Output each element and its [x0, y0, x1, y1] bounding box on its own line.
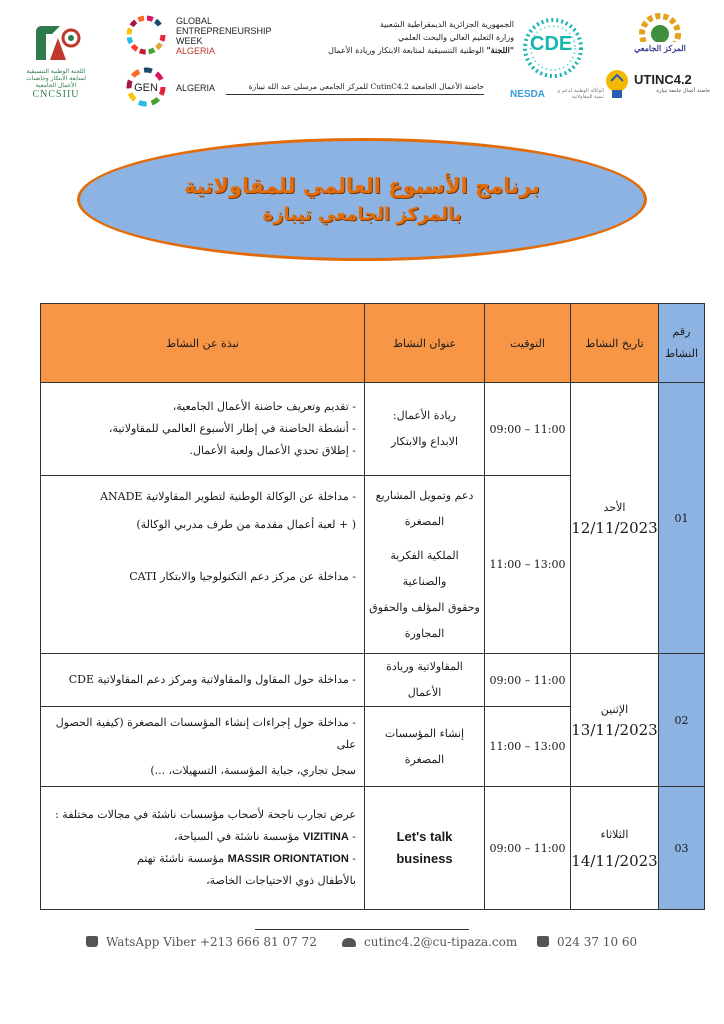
- activity-line: الملكية الفكرية والصناعية: [390, 548, 459, 588]
- lightbulb-icon: [602, 68, 632, 102]
- description-line: - مداخلة عن الوكالة الوطنية لتطوير المقاولاتية ANADE: [100, 490, 356, 503]
- row-date-value: 13/11/2023: [571, 721, 658, 739]
- footer-divider: [255, 929, 469, 930]
- table-row: [41, 654, 705, 707]
- committee-bold: "اللجنة": [486, 45, 514, 55]
- cu-label: المركز الجامعي: [634, 43, 686, 53]
- republic-line: الجمهورية الجزائرية الديمقراطية الشعبية: [379, 20, 514, 29]
- gen-ring-label: GEN: [134, 82, 158, 94]
- nesda-sub: الوكالة الوطنية لدعم و تنمية المقاولاتية: [557, 88, 604, 100]
- program-subtitle: بالمركز الجامعي تيبازة: [262, 204, 462, 225]
- header-number-line1: رقم: [672, 325, 691, 338]
- row-description: [41, 707, 365, 787]
- header-date: تاريخ النشاط: [571, 304, 659, 383]
- cde-label: CDE: [530, 33, 573, 55]
- row-date: [571, 383, 659, 654]
- row-date-value: 14/11/2023: [571, 852, 658, 870]
- startup-desc: مؤسسة ناشئة تهتم: [136, 852, 225, 865]
- description-line: - مداخلة حول المقاول والمقاولاتية ومركز دعم المقاولاتية CDE: [68, 673, 356, 686]
- row-day-name: الثلاثاء: [600, 828, 629, 841]
- row-time: 11:00 – 13:00: [485, 707, 571, 787]
- row-time: 11:00 – 13:00: [485, 476, 571, 654]
- row-time: 09:00 – 11:00: [485, 383, 571, 476]
- utinc-label: UTINC4.2: [634, 72, 692, 87]
- nesda-label: NESDA: [510, 89, 546, 100]
- gen-logo-ring-icon: [120, 64, 172, 110]
- header-description: نبذة عن النشاط: [41, 304, 365, 383]
- activity-line: Let's talk: [396, 829, 453, 844]
- incubator-line: حاضنة الأعمال الجامعية CutinC4.2 للمركز الجامعي مرسلي عبد الله تيبازة: [226, 82, 484, 95]
- description-line: بالأطفال ذوي الاحتياجات الخاصة،: [206, 874, 356, 887]
- cncsiiu-latin-name: CNCSIIU: [32, 89, 80, 100]
- email-icon: [342, 938, 356, 947]
- gew-logo-ring-icon: [120, 12, 172, 58]
- description-line: - أنشطة الحاضنة في إطار الأسبوع العالمي للمقاولاتية،: [108, 422, 356, 435]
- header-number: [659, 304, 705, 383]
- committee-rest: الوطنية التنسيقية لمتابعة الابتكار وريادة الأعمال: [328, 46, 484, 55]
- utinc-logo: [602, 68, 712, 108]
- row-day-name: الأحد: [603, 501, 626, 514]
- activity-line: ريادة الأعمال:: [392, 409, 457, 422]
- row-activity: [365, 383, 485, 476]
- cu-tipaza-logo: [624, 12, 696, 62]
- header-activity: عنوان النشاط: [365, 304, 485, 383]
- description-line: - إطلاق تحدي الأعمال ولعبة الأعمال.: [189, 444, 356, 457]
- row-day-name: الإثنين: [600, 703, 629, 716]
- row-description: [41, 476, 365, 654]
- description-line: - VIZITINA مؤسسة ناشئة في السياحة،: [174, 830, 356, 843]
- footer-phone[interactable]: [537, 935, 637, 949]
- cde-logo: [516, 16, 590, 80]
- header-time: التوقيت: [485, 304, 571, 383]
- row-activity: [365, 476, 485, 654]
- startup-name: MASSIR ORIONTATION: [227, 853, 349, 865]
- table-header-row: [41, 304, 705, 383]
- row-description: [41, 787, 365, 910]
- row-number: 01: [659, 383, 705, 654]
- page-header: [0, 0, 724, 115]
- whatsapp-number: WatsApp Viber +213 666 81 07 72: [106, 935, 317, 949]
- program-table: [40, 303, 705, 910]
- cncsiiu-emblem-icon: [30, 24, 82, 64]
- ministry-block: [214, 18, 514, 57]
- footer-email[interactable]: [342, 935, 517, 949]
- phone-icon: [86, 936, 98, 947]
- activity-line: المصغرة: [404, 514, 445, 528]
- startup-name: VIZITINA: [302, 831, 349, 843]
- gew-line-2: ENTREPRENEURSHIP: [176, 26, 272, 36]
- cncsiiu-arabic-name: اللجنة الوطنية التنسيقية لمتابعة الابتكار وحاضنات الأعمال الجامعية: [26, 68, 86, 89]
- description-line: - مداخلة عن مركز دعم التكنولوجيا والابتكار CATI: [129, 570, 356, 583]
- row-description: [41, 383, 365, 476]
- description-line: - تقديم وتعريف حاضنة الأعمال الجامعية،: [172, 400, 356, 413]
- nesda-logo: [508, 86, 604, 108]
- table-row: [41, 383, 705, 476]
- phone-icon: [537, 936, 549, 947]
- phone-number: 024 37 10 60: [557, 935, 638, 949]
- description-line: - MASSIR ORIONTATION مؤسسة ناشئة تهتم: [136, 852, 356, 865]
- program-title: برنامج الأسبوع العالمي للمقاولاتية: [184, 174, 540, 198]
- row-activity: المقاولاتية وريادة الأعمال: [365, 654, 485, 707]
- cncsiiu-logo: [22, 22, 90, 104]
- description-line: عرض تجارب ناجحة لأصحاب مؤسسات ناشئة في مجالات مختلفة :: [55, 808, 356, 821]
- footer-whatsapp[interactable]: [86, 935, 317, 949]
- row-date: [571, 787, 659, 910]
- activity-line: دعم وتمويل المشاريع: [375, 488, 474, 502]
- activity-line: وحقوق المؤلف والحقوق: [369, 600, 480, 614]
- startup-desc: مؤسسة ناشئة في السياحة،: [174, 830, 300, 843]
- program-title-oval: [77, 138, 647, 261]
- row-date: [571, 654, 659, 787]
- gew-line-1: GLOBAL: [176, 16, 213, 26]
- description-gap: [45, 536, 356, 558]
- committee-line: [214, 44, 514, 57]
- table-row: [41, 787, 705, 910]
- row-activity: إنشاء المؤسسات المصغرة: [365, 707, 485, 787]
- activity-gap: [369, 535, 480, 543]
- email-address: cutinc4.2@cu-tipaza.com: [364, 935, 518, 949]
- cu-gear-icon: [624, 12, 696, 42]
- ministry-line: وزارة التعليم العالي والبحث العلمي: [398, 33, 514, 42]
- row-date-value: 12/11/2023: [571, 519, 658, 537]
- description-line: ( + لعبة أعمال مقدمة من طرف مدربي الوكالة): [136, 518, 356, 531]
- activity-line: الابداع والابتكار: [390, 435, 459, 448]
- row-number: 03: [659, 787, 705, 910]
- header-number-line2: النشاط: [664, 347, 699, 360]
- gew-line-3: WEEK: [176, 36, 203, 46]
- activity-line: business: [396, 851, 453, 866]
- description-line: - مداخلة حول إجراءات إنشاء المؤسسات المصغرة (كيفية الحصول على: [55, 715, 356, 751]
- gew-line-4: ALGERIA: [176, 46, 216, 56]
- description-line: سجل تجاري، جباية المؤسسة، التسهيلات، ...): [150, 763, 356, 777]
- row-number: 02: [659, 654, 705, 787]
- gen-country-label: ALGERIA: [176, 83, 216, 93]
- utinc-sub: حاضنة أعمال جامعة تيبازة: [656, 88, 710, 94]
- row-description: [41, 654, 365, 707]
- row-time: 09:00 – 11:00: [485, 654, 571, 707]
- row-activity: [365, 787, 485, 910]
- activity-line: المجاورة: [404, 626, 445, 640]
- row-time: 09:00 – 11:00: [485, 787, 571, 910]
